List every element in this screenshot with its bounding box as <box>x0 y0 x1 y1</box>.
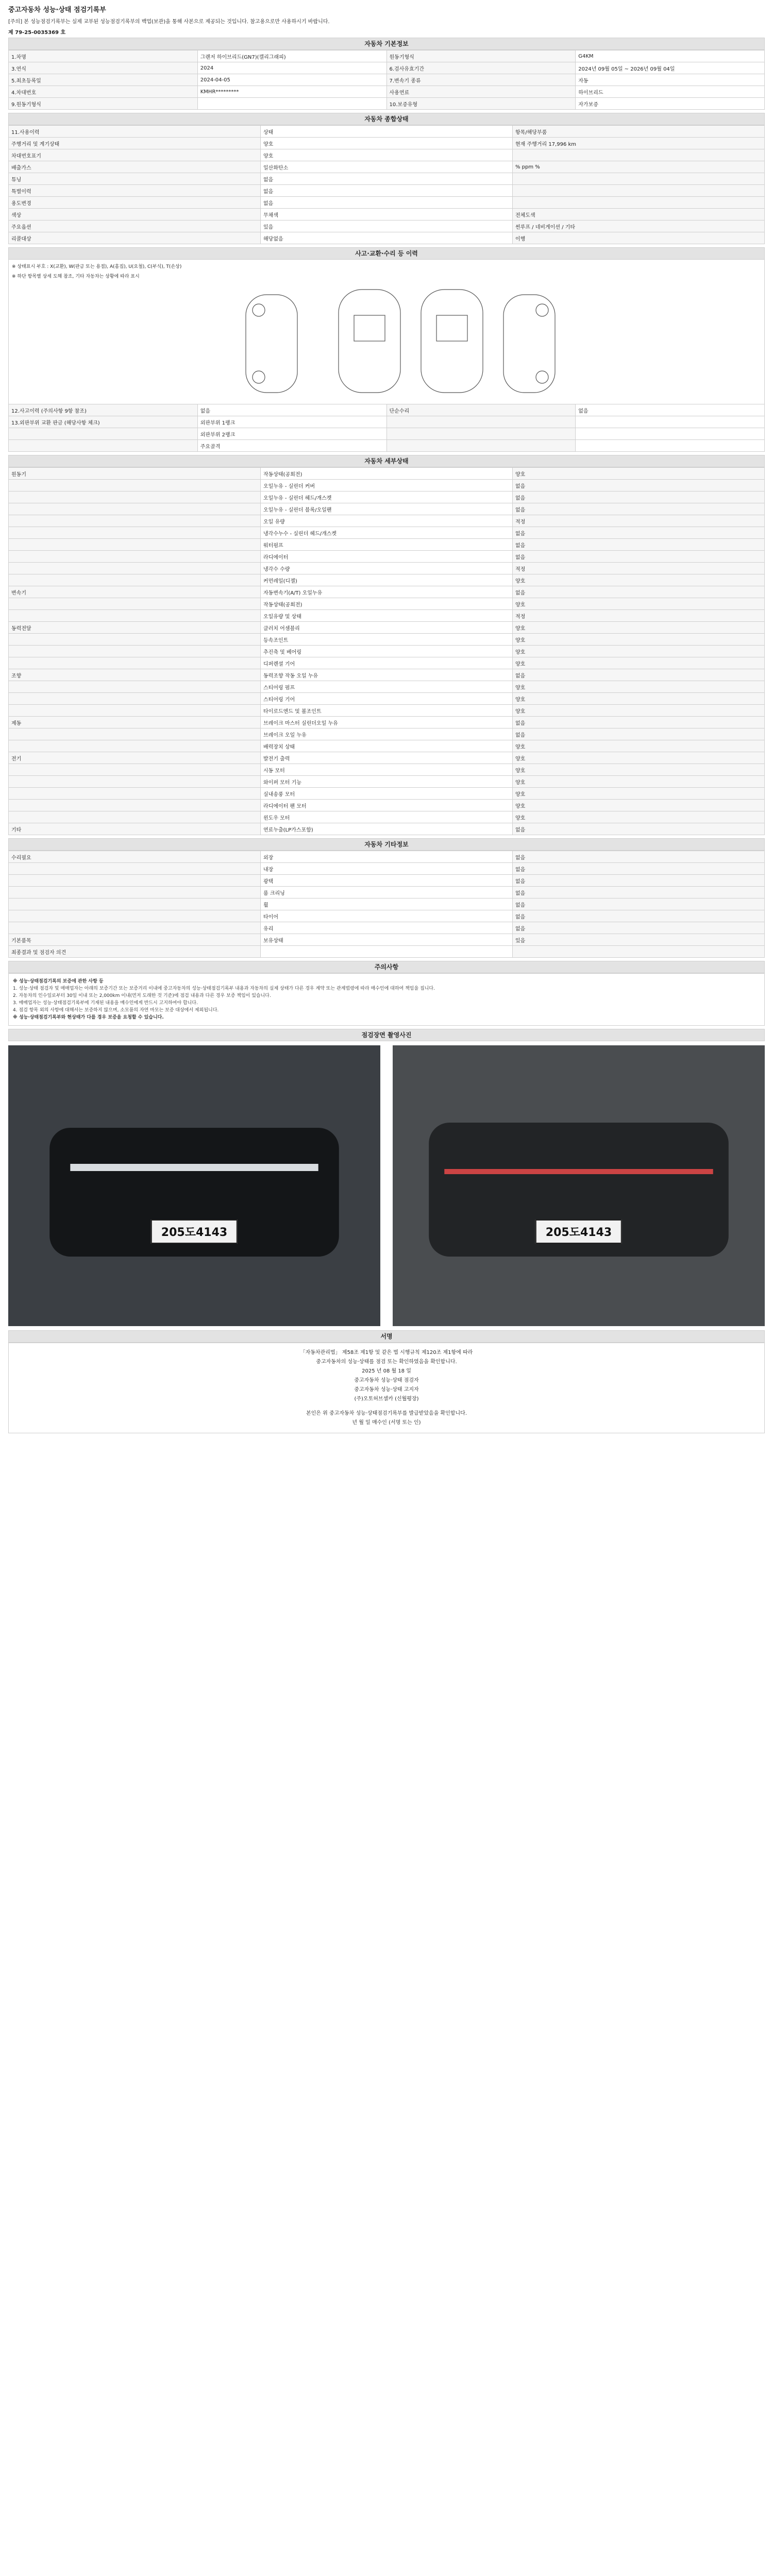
table-cell <box>576 416 765 428</box>
table-cell: 없음 <box>513 887 765 899</box>
table-row <box>9 539 765 551</box>
table-row <box>9 209 765 221</box>
table-cell: 냉각수누수 - 실린더 헤드/개스켓 <box>261 527 513 539</box>
table-cell: 양호 <box>261 138 513 149</box>
table-cell <box>9 681 261 693</box>
car-front-image <box>8 1045 380 1326</box>
table-row <box>9 62 765 74</box>
table-cell <box>9 705 261 717</box>
table-cell: 양호 <box>513 468 765 480</box>
table-cell: 없음 <box>261 197 513 209</box>
table-cell <box>9 428 198 440</box>
table-row <box>9 851 765 863</box>
table-cell: 있음 <box>513 934 765 946</box>
table-cell: 자동 <box>576 74 765 86</box>
table-cell <box>513 149 765 161</box>
table-cell: 오일누유 - 실린더 블록/오일팬 <box>261 503 513 515</box>
section-photos: 점검장면 촬영사진 <box>8 1029 765 1041</box>
table-row <box>9 551 765 563</box>
table-cell: 제동 <box>9 717 261 728</box>
table-cell: 무채색 <box>261 209 513 221</box>
table-cell: 배출가스 <box>9 161 261 173</box>
table-cell: 양호 <box>513 646 765 657</box>
table-row <box>9 428 765 440</box>
table-cell: 단순수리 <box>386 404 576 416</box>
table-cell <box>9 610 261 622</box>
table-row <box>9 788 765 800</box>
table-cell: 일산화탄소 <box>261 161 513 173</box>
table-row <box>9 574 765 586</box>
table-row <box>9 811 765 823</box>
table-cell: 외장 <box>261 851 513 863</box>
table-row <box>9 440 765 452</box>
table-cell: 추진축 및 베어링 <box>261 646 513 657</box>
car-side-left <box>246 295 297 393</box>
photo-rear <box>393 1045 765 1326</box>
table-cell: 없음 <box>513 492 765 503</box>
table-cell <box>386 416 576 428</box>
sign-line-2: 중고자동차의 성능·상태를 점검 또는 확인하였음을 확인합니다. <box>316 1359 457 1365</box>
table-cell <box>197 98 386 110</box>
table-cell: 오일누유 - 실린더 커버 <box>261 480 513 492</box>
sign-dealer: 중고자동차 성능·상태 고지자 <box>354 1387 419 1393</box>
table-cell: 양호 <box>513 788 765 800</box>
table-cell: 광택 <box>261 875 513 887</box>
table-cell: 오일누유 - 실린더 헤드/개스켓 <box>261 492 513 503</box>
table-cell: 없음 <box>261 185 513 197</box>
table-cell: 원동기형식 <box>386 50 576 62</box>
table-cell: 기타 <box>9 823 261 835</box>
table-cell: 하이브리드 <box>576 86 765 98</box>
table-cell: 없음 <box>513 875 765 887</box>
table-row <box>9 492 765 503</box>
table-row <box>9 800 765 811</box>
table-cell: 와이퍼 모터 기능 <box>261 776 513 788</box>
table-cell: 없음 <box>576 404 765 416</box>
section-price: 자동차 기타정보 <box>8 838 765 851</box>
table-cell: 동력전달 <box>9 622 261 634</box>
table-cell: 휠 <box>261 899 513 910</box>
table-cell <box>9 503 261 515</box>
damage-diagram <box>8 260 765 404</box>
table-row <box>9 899 765 910</box>
table-row <box>9 693 765 705</box>
sign-footer: 년 월 일 매수인 (서명 또는 인) <box>352 1420 421 1426</box>
table-cell: 13.외판부위 교환 판금 (해당사항 체크) <box>9 416 198 428</box>
table-cell: 최종결과 및 점검자 의견 <box>9 946 261 958</box>
table-cell: 윈도우 모터 <box>261 811 513 823</box>
basic-table <box>8 50 765 110</box>
table-cell: 차대번호표기 <box>9 149 261 161</box>
table-cell: 양호 <box>513 634 765 646</box>
table-cell: 없음 <box>513 539 765 551</box>
table-cell: 양호 <box>513 811 765 823</box>
table-cell: 2024-04-05 <box>197 74 386 86</box>
table-cell: 작동상태(공회전) <box>261 468 513 480</box>
accident-table <box>8 404 765 452</box>
table-cell: 냉각수 수량 <box>261 563 513 574</box>
table-cell: 없음 <box>513 669 765 681</box>
table-row <box>9 126 765 138</box>
table-cell: 현재 주행거리 17,996 km <box>513 138 765 149</box>
table-row <box>9 185 765 197</box>
table-cell: 없음 <box>513 910 765 922</box>
table-cell: 내장 <box>261 863 513 875</box>
table-row <box>9 598 765 610</box>
table-cell <box>386 428 576 440</box>
table-row <box>9 910 765 922</box>
table-cell: 등속조인트 <box>261 634 513 646</box>
table-cell: 시동 모터 <box>261 764 513 776</box>
table-cell: 없음 <box>513 851 765 863</box>
table-cell <box>513 946 765 958</box>
table-cell: 전체도색 <box>513 209 765 221</box>
caution-line: 3. 매매업자는 성능·상태점검기록부에 기재된 내용을 매수인에게 반드시 고지하여야 합니다. <box>13 1001 198 1006</box>
table-cell <box>9 788 261 800</box>
table-cell: 룸 크리닝 <box>261 887 513 899</box>
sign-date: 2025 년 08 월 18 일 <box>362 1368 411 1374</box>
damage-note-1: ※ 상태표시 부호 : X(교환), W(판금 또는 용접), A(흠집), U(요철), C(부식), T(손상) <box>12 264 182 269</box>
table-cell: 클러치 어셈블리 <box>261 622 513 634</box>
table-row <box>9 740 765 752</box>
table-row <box>9 197 765 209</box>
document-serial: 제 79-25-0035369 호 <box>8 30 66 36</box>
table-cell: 커먼레일(디젤) <box>261 574 513 586</box>
table-row <box>9 98 765 110</box>
table-row <box>9 173 765 185</box>
table-cell: 양호 <box>513 705 765 717</box>
table-cell: 동력조향 작동 오일 누유 <box>261 669 513 681</box>
caution-line: 4. 점검 항목 외의 사항에 대해서는 보증하지 않으며, 소모품의 자연 마모는 보증 대상에서 제외됩니다. <box>13 1008 219 1013</box>
table-cell: 자동변속기(A/T) 오일누유 <box>261 586 513 598</box>
detail-table <box>8 467 765 835</box>
sign-line-1: 「자동차관리법」 제58조 제1항 및 같은 법 시행규칙 제120조 제1항에 따라 <box>300 1350 473 1355</box>
table-cell <box>9 634 261 646</box>
table-cell <box>513 197 765 209</box>
table-row <box>9 86 765 98</box>
table-cell: 양호 <box>513 693 765 705</box>
table-cell: 특별이력 <box>9 185 261 197</box>
table-cell <box>386 440 576 452</box>
table-cell: 라디에이터 팬 모터 <box>261 800 513 811</box>
table-cell: 스티어링 펌프 <box>261 681 513 693</box>
table-row <box>9 681 765 693</box>
table-cell: 없음 <box>513 586 765 598</box>
table-cell: 라디에이터 <box>261 551 513 563</box>
table-cell: 이행 <box>513 232 765 244</box>
table-cell <box>9 515 261 527</box>
table-row <box>9 515 765 527</box>
table-row <box>9 74 765 86</box>
table-cell: 튜닝 <box>9 173 261 185</box>
table-cell: 없음 <box>261 173 513 185</box>
table-cell: 없음 <box>513 527 765 539</box>
table-cell <box>9 492 261 503</box>
table-cell: 7.변속기 종류 <box>386 74 576 86</box>
table-row <box>9 669 765 681</box>
table-cell: 브레이크 오일 누유 <box>261 728 513 740</box>
photo-row <box>8 1045 765 1326</box>
table-row <box>9 728 765 740</box>
table-cell: 없음 <box>513 728 765 740</box>
table-row <box>9 887 765 899</box>
table-row <box>9 646 765 657</box>
table-cell: 색상 <box>9 209 261 221</box>
table-cell: 양호 <box>513 657 765 669</box>
general-table <box>8 125 765 244</box>
table-cell: 변속기 <box>9 586 261 598</box>
table-cell <box>9 728 261 740</box>
section-caution: 주의사항 <box>8 961 765 973</box>
table-row <box>9 149 765 161</box>
table-row <box>9 622 765 634</box>
table-cell <box>9 563 261 574</box>
table-cell <box>9 910 261 922</box>
table-cell: 그랜저 하이브리드(GN7)(캘리그래피) <box>197 50 386 62</box>
table-cell: 없음 <box>513 899 765 910</box>
table-cell: 썬루프 / 네비게이션 / 기타 <box>513 221 765 232</box>
table-cell: 용도변경 <box>9 197 261 209</box>
table-cell: 11.사용이력 <box>9 126 261 138</box>
table-cell: 2024 <box>197 62 386 74</box>
table-cell: 3.연식 <box>9 62 198 74</box>
table-cell <box>9 440 198 452</box>
table-cell: 적정 <box>513 563 765 574</box>
table-cell <box>9 693 261 705</box>
car-rear-image <box>393 1045 765 1326</box>
table-cell: 적정 <box>513 610 765 622</box>
table-cell: 양호 <box>513 764 765 776</box>
table-cell: 양호 <box>513 681 765 693</box>
caution-box <box>8 973 765 1026</box>
table-cell: 연료누출(LP가스포함) <box>261 823 513 835</box>
table-row <box>9 934 765 946</box>
table-cell: 양호 <box>513 776 765 788</box>
table-row <box>9 657 765 669</box>
table-cell <box>9 527 261 539</box>
table-cell: 없음 <box>513 503 765 515</box>
table-cell <box>513 185 765 197</box>
table-cell: 주행거리 및 계기상태 <box>9 138 261 149</box>
table-cell: 5.최초등록일 <box>9 74 198 86</box>
table-cell: 상태 <box>261 126 513 138</box>
table-cell: 양호 <box>513 622 765 634</box>
sign-company: (주)오토허브셀카 (신월평장) <box>354 1396 419 1402</box>
table-row <box>9 634 765 646</box>
table-cell <box>261 946 513 958</box>
table-row <box>9 717 765 728</box>
table-cell: 없음 <box>513 922 765 934</box>
table-cell <box>9 863 261 875</box>
table-cell <box>9 800 261 811</box>
table-row <box>9 776 765 788</box>
table-cell: KMHR********* <box>197 86 386 98</box>
table-cell <box>9 657 261 669</box>
caution-line: 1. 성능·상태 점검자 및 매매업자는 아래의 보증기간 또는 보증거리 이내에 중고자동차의 성능·상태점검기록부 내용과 자동차의 실제 상태가 다른 경우 계약 또는 관계법령에 따라 매수인에 대하여 책임을 집니다. <box>13 986 435 991</box>
table-row <box>9 946 765 958</box>
table-row <box>9 764 765 776</box>
table-cell: 1.차명 <box>9 50 198 62</box>
car-diagram <box>9 279 764 403</box>
section-damage: 사고·교환·수리 등 이력 <box>8 247 765 260</box>
table-cell: 6.검사유효기간 <box>386 62 576 74</box>
table-cell <box>9 764 261 776</box>
table-row <box>9 161 765 173</box>
table-cell: 보유상태 <box>261 934 513 946</box>
table-cell: 없음 <box>513 823 765 835</box>
table-row <box>9 468 765 480</box>
car-side-right <box>503 295 555 393</box>
table-row <box>9 404 765 416</box>
table-cell: 오일 유량 <box>261 515 513 527</box>
table-cell: 오일유량 및 상태 <box>261 610 513 622</box>
table-cell: 양호 <box>513 574 765 586</box>
table-cell: 외판부위 2랭크 <box>197 428 386 440</box>
table-row <box>9 232 765 244</box>
table-cell: G4KM <box>576 50 765 62</box>
table-cell <box>576 440 765 452</box>
table-cell: 타이어 <box>261 910 513 922</box>
table-cell <box>513 173 765 185</box>
caution-line: ※ 성능·상태점검기록부와 현상태가 다를 경우 보증을 요청할 수 있습니다. <box>13 1015 164 1020</box>
table-cell: 항목/해당부품 <box>513 126 765 138</box>
table-cell: 주요골격 <box>197 440 386 452</box>
table-cell: 10.보증유형 <box>386 98 576 110</box>
table-cell: 실내송풍 모터 <box>261 788 513 800</box>
table-cell: 전기 <box>9 752 261 764</box>
table-cell <box>9 811 261 823</box>
table-cell: 원동기 <box>9 468 261 480</box>
table-cell: 2024년 09월 05일 ~ 2026년 09월 04일 <box>576 62 765 74</box>
table-row <box>9 922 765 934</box>
table-cell: 없음 <box>197 404 386 416</box>
table-cell: 없음 <box>513 551 765 563</box>
table-cell <box>9 899 261 910</box>
table-row <box>9 586 765 598</box>
table-cell: 자가보증 <box>576 98 765 110</box>
license-plate-rear: 205도4143 <box>535 1219 622 1244</box>
table-cell: 스티어링 기어 <box>261 693 513 705</box>
table-cell <box>9 480 261 492</box>
table-cell: 있음 <box>261 221 513 232</box>
section-basic: 자동차 기본정보 <box>8 38 765 50</box>
table-cell: 양호 <box>513 598 765 610</box>
section-general: 자동차 종합상태 <box>8 113 765 125</box>
table-cell <box>576 428 765 440</box>
table-cell: 4.차대번호 <box>9 86 198 98</box>
table-row <box>9 823 765 835</box>
table-cell: 해당없음 <box>261 232 513 244</box>
table-row <box>9 863 765 875</box>
table-cell <box>9 887 261 899</box>
table-cell: 리콜대상 <box>9 232 261 244</box>
table-cell: 디퍼렌셜 기어 <box>261 657 513 669</box>
table-cell: 12.사고이력 (주의사항 9항 참조) <box>9 404 198 416</box>
table-cell: 브레이크 마스터 실린더오일 누유 <box>261 717 513 728</box>
caution-line: 2. 자동차의 인수일로부터 30일 이내 또는 2,000km 이내(먼저 도래한 것 기준)에 점검 내용과 다른 경우 보증 책임이 있습니다. <box>13 993 271 998</box>
table-row <box>9 480 765 492</box>
table-cell: 워터펌프 <box>261 539 513 551</box>
table-row <box>9 705 765 717</box>
table-row <box>9 503 765 515</box>
table-cell: 외판부위 1랭크 <box>197 416 386 428</box>
table-cell: 적정 <box>513 515 765 527</box>
table-cell <box>9 539 261 551</box>
table-row <box>9 875 765 887</box>
caution-line: ※ 성능·상태점검기록의 보증에 관한 사항 등 <box>13 979 104 984</box>
table-cell: 없음 <box>513 717 765 728</box>
signature-block <box>8 1343 765 1433</box>
table-cell <box>9 922 261 934</box>
table-row <box>9 416 765 428</box>
table-cell: % ppm % <box>513 161 765 173</box>
table-row <box>9 527 765 539</box>
table-cell: 조향 <box>9 669 261 681</box>
table-cell: 수리필요 <box>9 851 261 863</box>
table-cell <box>9 646 261 657</box>
table-cell <box>9 776 261 788</box>
table-cell: 양호 <box>513 800 765 811</box>
table-row <box>9 50 765 62</box>
table-cell: 작동상태(공회전) <box>261 598 513 610</box>
document-title: 중고자동차 성능·상태 점검기록부 <box>8 6 106 14</box>
section-sign: 서명 <box>8 1330 765 1343</box>
price-table <box>8 851 765 958</box>
table-cell: 발전기 출력 <box>261 752 513 764</box>
table-cell: 유리 <box>261 922 513 934</box>
table-cell: 사용연료 <box>386 86 576 98</box>
table-cell <box>9 875 261 887</box>
photo-front <box>8 1045 380 1326</box>
license-plate-front: 205도4143 <box>151 1219 238 1244</box>
table-cell <box>9 740 261 752</box>
table-row <box>9 563 765 574</box>
table-cell <box>9 574 261 586</box>
document-notice: [주의] 본 성능점검기록부는 실제 교부된 성능점검기록부의 백업(보관)을 통해 사본으로 제공되는 것입니다. 참고용으로만 사용하시기 바랍니다. <box>8 19 330 25</box>
table-cell: 양호 <box>513 752 765 764</box>
table-cell: 주요옵션 <box>9 221 261 232</box>
table-cell: 9.원동기형식 <box>9 98 198 110</box>
table-cell: 없음 <box>513 863 765 875</box>
table-row <box>9 138 765 149</box>
table-cell: 양호 <box>261 149 513 161</box>
table-cell: 배력장치 상태 <box>261 740 513 752</box>
document-header <box>0 0 773 38</box>
section-detail: 자동차 세부상태 <box>8 455 765 467</box>
table-row <box>9 752 765 764</box>
table-row <box>9 610 765 622</box>
table-row <box>9 221 765 232</box>
table-cell: 기본품목 <box>9 934 261 946</box>
table-cell: 양호 <box>513 740 765 752</box>
sign-inspector: 중고자동차 성능·상태 점검자 <box>354 1378 419 1383</box>
table-cell: 타이로드엔드 및 볼조인트 <box>261 705 513 717</box>
table-cell <box>9 551 261 563</box>
damage-note-2: ※ 하단 항목별 상세 도해 참조, 기타 자동차는 상황에 따라 표시 <box>12 274 140 279</box>
table-cell <box>9 598 261 610</box>
sign-receiver: 본인은 위 중고자동차 성능·상태점검기록부를 발급받았음을 확인합니다. <box>306 1411 467 1416</box>
table-cell: 없음 <box>513 480 765 492</box>
